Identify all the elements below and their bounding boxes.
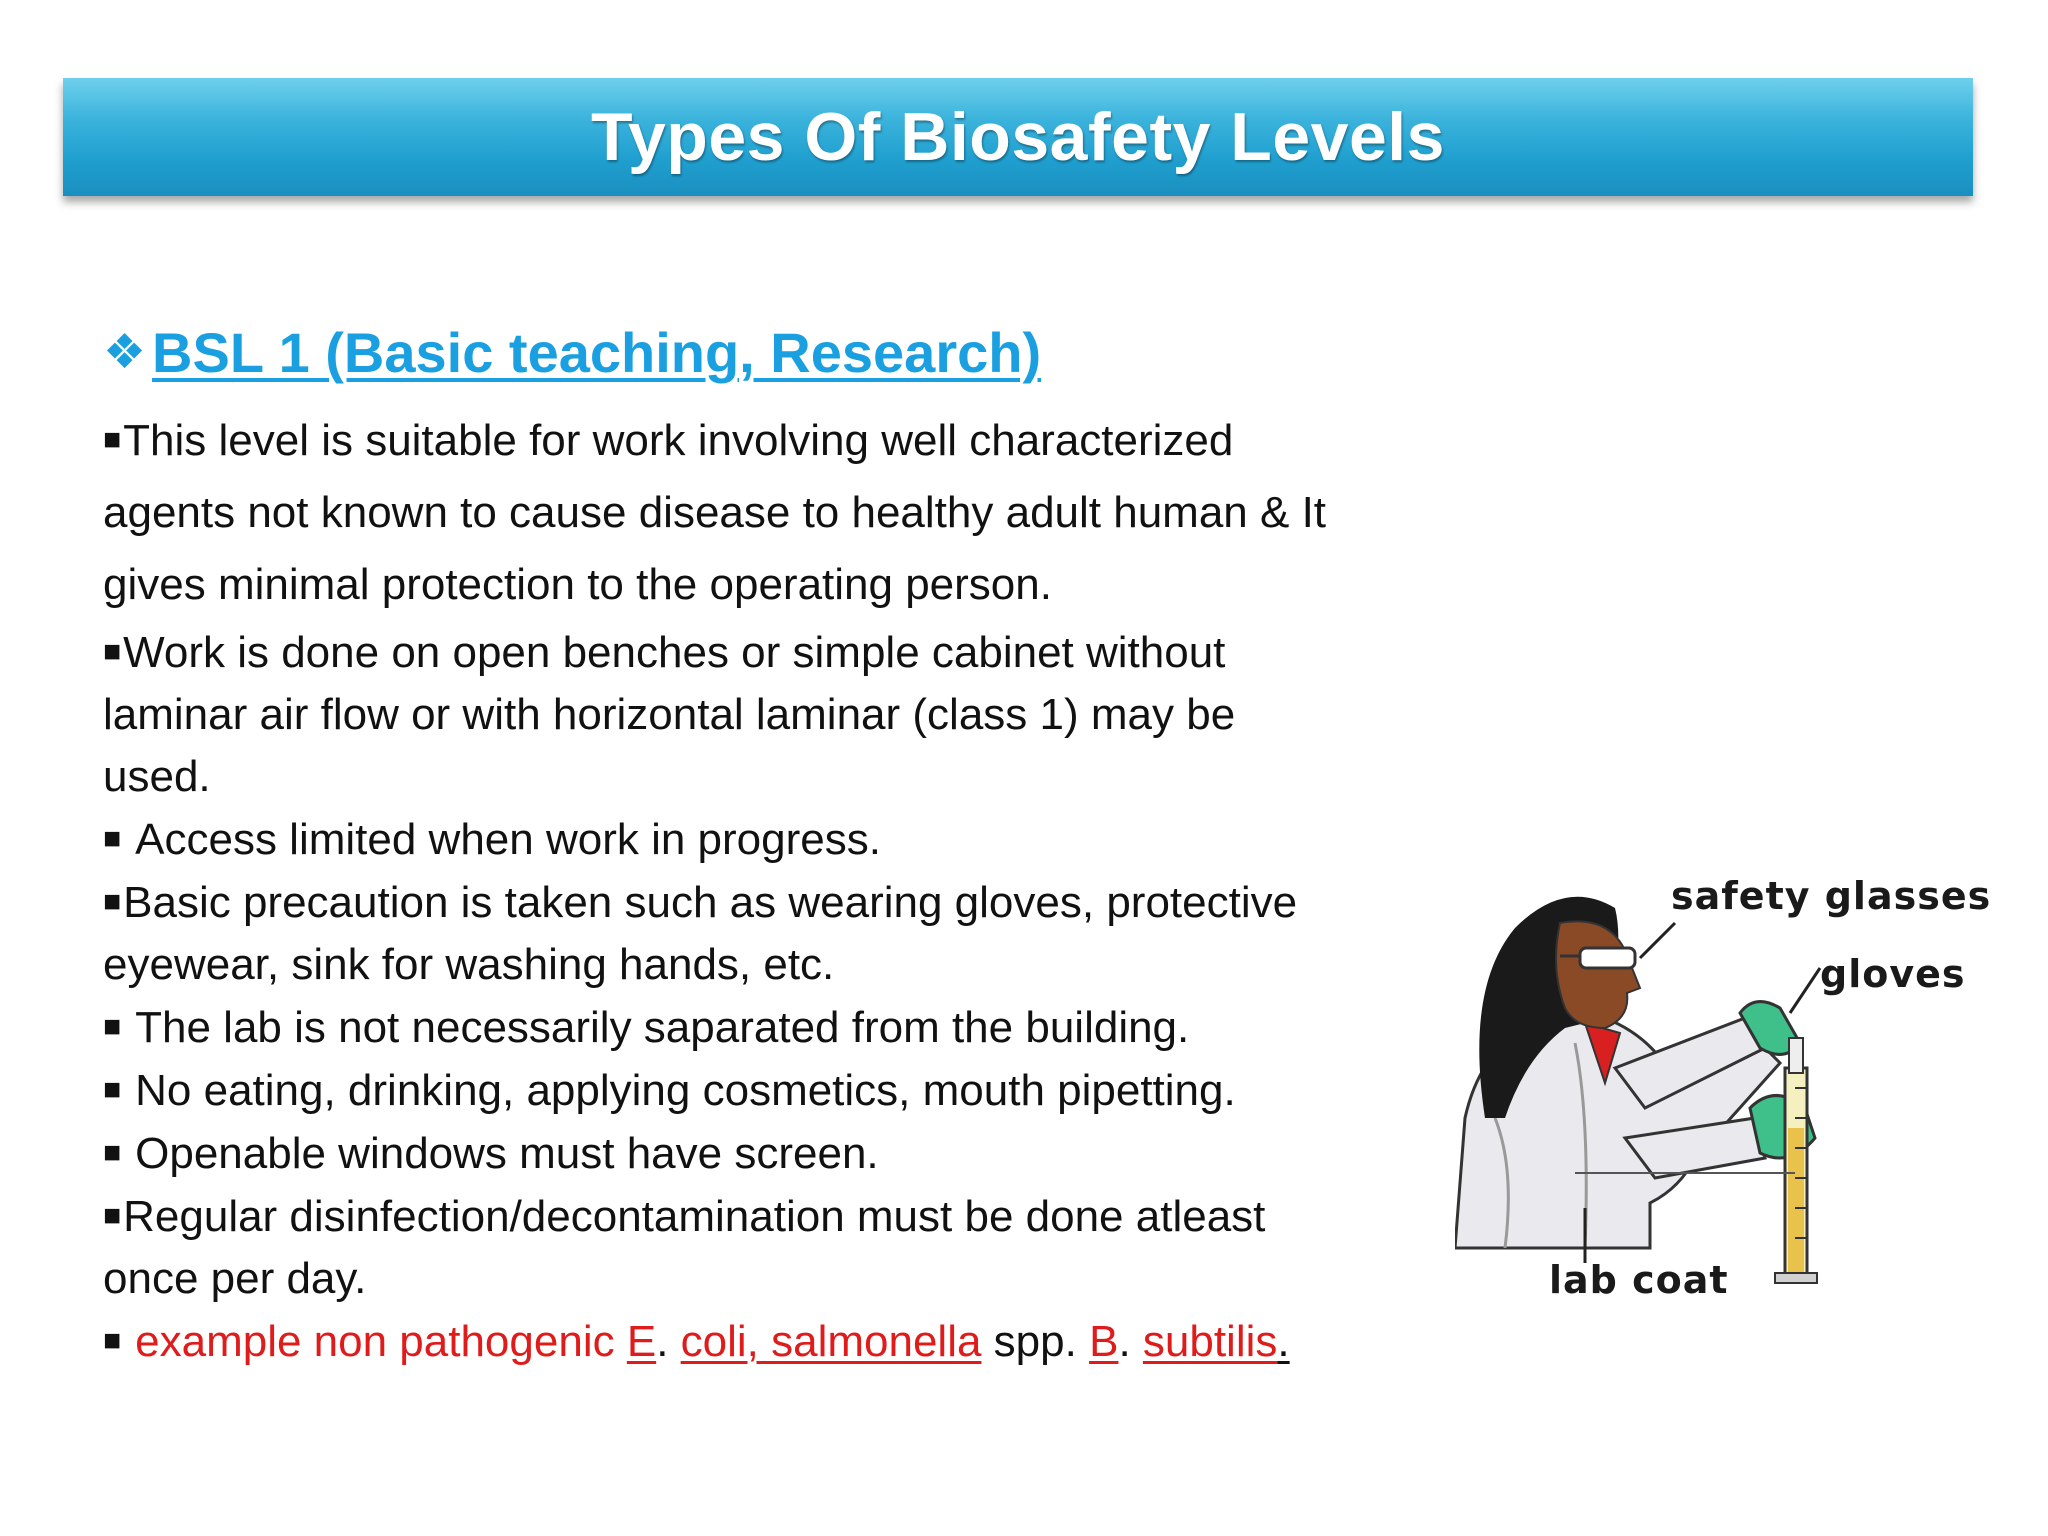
square-bullet-icon: ■ [103,1324,122,1357]
section-heading [103,320,1041,385]
gloves-label: gloves [1820,952,1966,996]
lab-worker-icon [1455,868,1995,1318]
lab-worker-illustration [1455,868,1995,1318]
list-item: ■Work is done on open benches or simple cabinet without laminar air flow or with horizontal laminar (class 1) may be used. [103,628,1236,801]
safety-glasses-label: safety glasses [1671,874,1992,918]
square-bullet-icon: ■ [103,1010,122,1043]
section-heading-text: BSL 1 (Basic teaching, Research) [152,321,1042,384]
list-item: ■ No eating, drinking, applying cosmetics, mouth pipetting. [103,1066,1236,1115]
list-item: ■ Access limited when work in progress. [103,815,881,864]
list-item: ■ Openable windows must have screen. [103,1129,879,1178]
title-bar [63,78,1973,196]
list-item: ■ The lab is not necessarily saparated from the building. [103,1003,1190,1052]
square-bullet-icon: ■ [103,635,122,668]
slide-title: Types Of Biosafety Levels [591,99,1445,175]
bullet-list [103,404,1353,1373]
square-bullet-icon: ■ [103,423,122,456]
square-bullet-icon: ■ [103,822,122,855]
lab-coat-label: lab coat [1549,1258,1729,1302]
example-text: example non pathogenic E. coli, salmonella spp. B. subtilis. [135,1317,1290,1366]
square-bullet-icon: ■ [103,1199,122,1232]
list-item: ■This level is suitable for work involving well characterized agents not known to cause disease to healthy adult human & It gives minimal protection to the operating person. [103,416,1327,609]
list-item: ■Basic precaution is taken such as wearing gloves, protective eyewear, sink for washing hands, etc. [103,878,1298,989]
diamond-bullet-icon: ❖ [103,326,147,379]
list-item: ■Regular disinfection/decontamination must be done atleast once per day. [103,1192,1266,1303]
square-bullet-icon: ■ [103,885,122,918]
square-bullet-icon: ■ [103,1136,122,1169]
example-item [103,1310,1353,1373]
square-bullet-icon: ■ [103,1073,122,1106]
